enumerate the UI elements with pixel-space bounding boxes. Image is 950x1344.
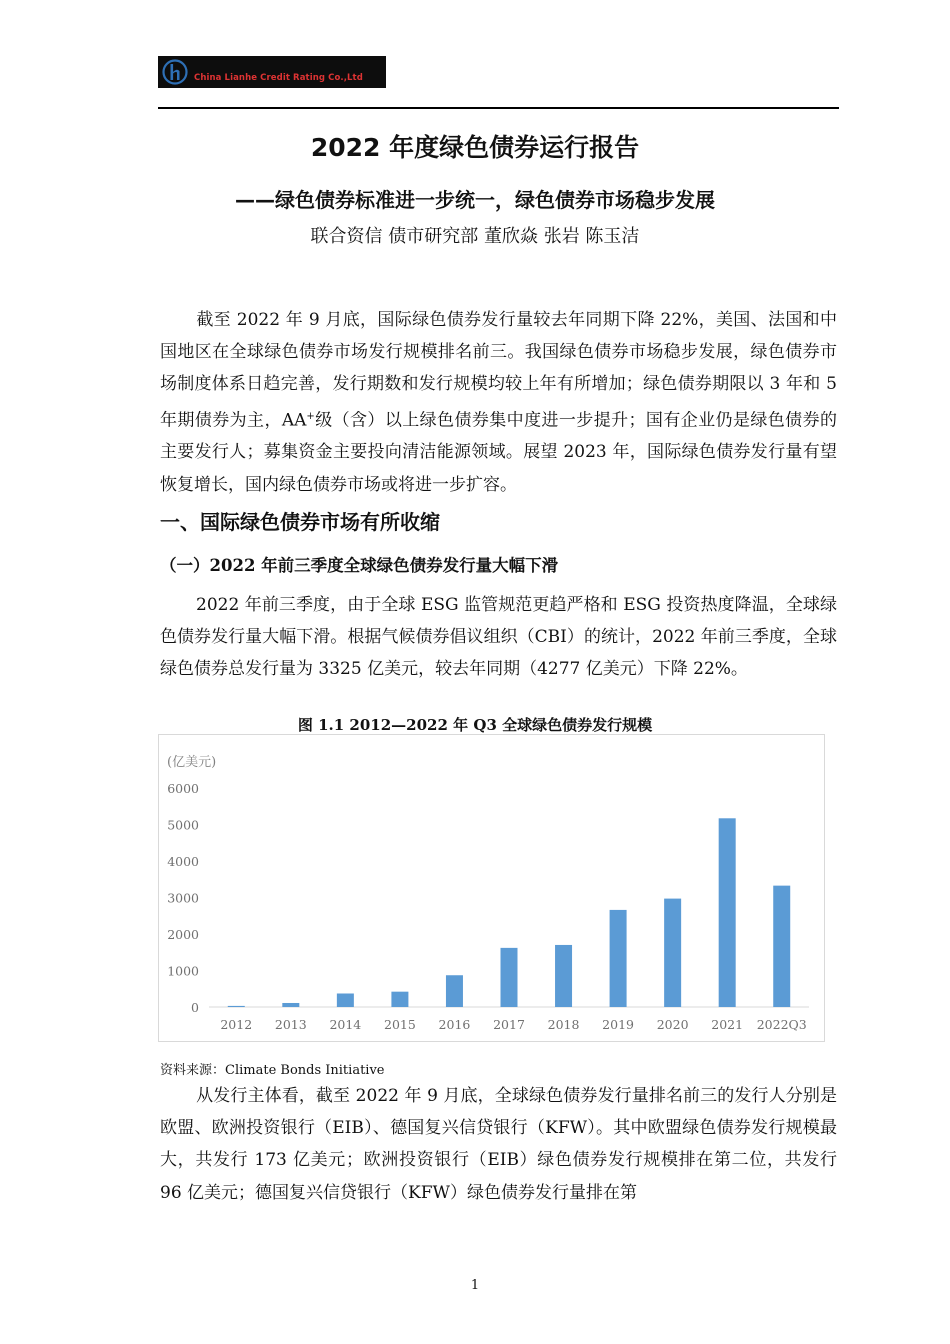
bar-2017: [501, 948, 518, 1007]
y-tick-label: 1000: [167, 963, 199, 979]
page-number: 1: [470, 1278, 480, 1293]
lianhe-logo-icon: [162, 59, 188, 85]
y-tick-label: 5000: [167, 817, 199, 833]
intro-paragraph-part2: 级（含）以上绿色债券集中度进一步提升；国有企业仍是绿色债券的主要发行人；募集资金主要投向清洁能源领域。展望 2023 年，国际绿色债券发行量有望恢复增长，国内绿色债券市场或将进一步扩容。: [160, 410, 837, 495]
report-authors: 联合资信 债市研究部 董欣焱 张岩 陈玉洁: [310, 226, 640, 247]
x-tick-label: 2019: [602, 1017, 634, 1032]
x-tick-label: 2015: [384, 1017, 416, 1032]
y-tick-label: 6000: [167, 781, 199, 796]
company-logo: [158, 56, 386, 88]
intro-paragraph: [160, 304, 837, 501]
x-tick-label: 2012: [220, 1017, 253, 1032]
y-tick-label: 0: [191, 1000, 199, 1015]
subsection-heading: （一）2022 年前三季度全球绿色债券发行量大幅下滑: [160, 556, 559, 575]
report-subtitle: ——绿色债券标准进一步统一，绿色债券市场稳步发展: [235, 188, 715, 212]
bar-2016: [446, 975, 463, 1007]
bar-2021: [719, 818, 736, 1007]
y-tick-label: 2000: [167, 927, 199, 942]
x-tick-label: 2014: [329, 1017, 362, 1032]
source-note: 资料来源：Climate Bonds Initiative: [160, 1063, 385, 1078]
bar-2012: [228, 1006, 245, 1007]
bar-2019: [610, 910, 627, 1007]
x-tick-label: 2022Q3: [756, 1017, 807, 1032]
bar-2015: [391, 992, 408, 1007]
bar-2022Q3: [773, 886, 790, 1007]
paragraph-global-issuance-text: 2022 年前三季度，由于全球 ESG 监管规范更趋严格和 ESG 投资热度降温，全球绿色债券发行量大幅下滑。根据气候债券倡议组织（CBI）的统计，2022 年前三季度，全球绿色债券总发行量为 3325 亿美元，较去年同期（4277 亿美元）下降 22%。: [160, 595, 837, 680]
chart-container: [158, 734, 825, 1042]
paragraph-issuers-text: 从发行主体看，截至 2022 年 9 月底，全球绿色债券发行量排名前三的发行人分别是欧盟、欧洲投资银行（EIB）、德国复兴信贷银行（KFW）。其中欧盟绿色债券发行规模最大，共发行 173 亿美元；欧洲投资银行（EIB）绿色债券发行规模排在第二位，共发行 96 亿美元；德国复兴信贷银行（KFW）绿色债券发行量排在第: [160, 1086, 837, 1203]
bar-2014: [337, 993, 354, 1007]
paragraph-issuers: [160, 1080, 837, 1209]
y-axis-unit-label: (亿美元): [167, 755, 217, 770]
x-tick-label: 2013: [274, 1017, 307, 1032]
header-rule: [158, 107, 839, 109]
x-tick-label: 2017: [493, 1017, 525, 1032]
bar-chart: [159, 735, 824, 1041]
bar-2020: [664, 899, 681, 1007]
section-heading: 一、国际绿色债券市场有所收缩: [160, 510, 440, 534]
paragraph-global-issuance: [160, 589, 837, 686]
x-tick-label: 2020: [656, 1017, 689, 1032]
x-tick-label: 2016: [438, 1017, 471, 1032]
y-tick-label: 3000: [167, 890, 199, 906]
x-tick-label: 2021: [711, 1017, 744, 1032]
figure-caption: 图 1.1 2012—2022 年 Q3 全球绿色债券发行规模: [297, 716, 653, 734]
intro-paragraph-part1: 截至 2022 年 9 月底，国际绿色债券发行量较去年同期下降 22%，美国、法国和中国地区在全球绿色债券市场发行规模排名前三。我国绿色债券市场稳步发展，绿色债券市场制度体系日趋完善，发行期数和发行规模均较上年有所增加；绿色债券期限以 3 年和 5 年期债券为主，AA: [160, 310, 837, 431]
y-tick-label: 4000: [167, 854, 199, 869]
bar-2013: [282, 1003, 299, 1007]
logo-text: China Lianhe Credit Rating Co.,Ltd: [194, 73, 363, 83]
intro-paragraph-sup: +: [306, 410, 315, 422]
bar-2018: [555, 945, 572, 1007]
report-title: 2022 年度绿色债券运行报告: [310, 133, 640, 162]
x-tick-label: 2018: [547, 1017, 580, 1032]
